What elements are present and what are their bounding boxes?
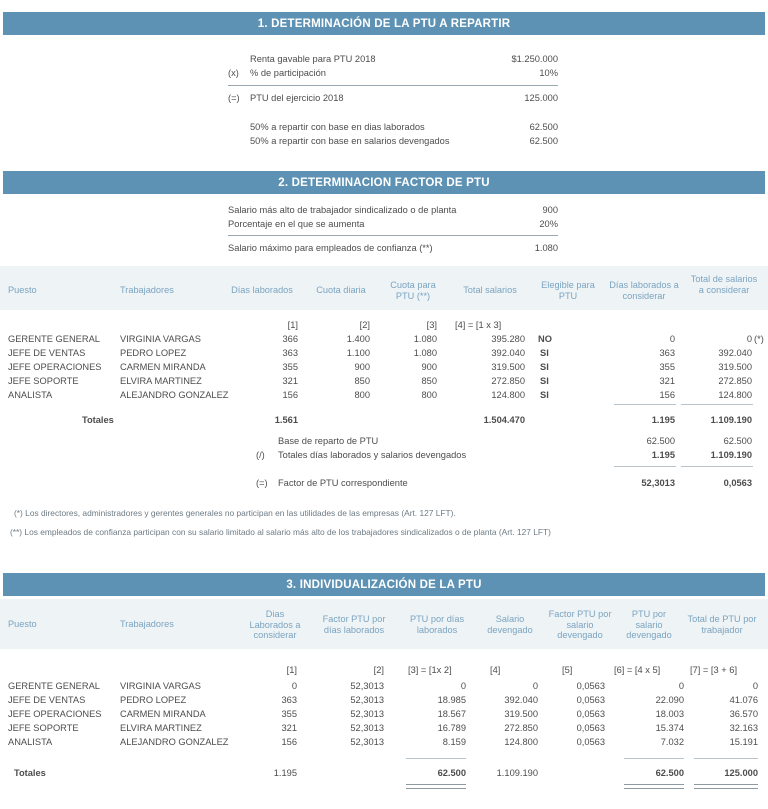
s3-totales-ptu-dias: 62.500: [437, 768, 466, 778]
s3-r1-ptu-salario: 22.090: [655, 695, 684, 705]
s3-double-rule-ptu-dias: [406, 784, 466, 789]
s3-r3-factor-dias: 52,3013: [350, 723, 384, 733]
s3-r4-ptu-dias: 8.159: [442, 737, 466, 747]
s1-divider-1: [228, 85, 558, 86]
s2-factor-label-factor-correspondiente: Factor de PTU correspondiente: [278, 478, 408, 488]
s2-r4-puesto: ANALISTA: [8, 390, 53, 400]
s2-factor-v2-base: 62.500: [723, 436, 752, 446]
s2-factor-v2-resultado: 0,0563: [723, 478, 752, 488]
s3-ref-4: [4]: [490, 665, 501, 675]
s2-r3-cuota-ptu: 850: [421, 376, 437, 386]
s2-totales-total-salarios: 1.504.470: [483, 415, 525, 425]
s3-r4-factor-dias: 52,3013: [350, 737, 384, 747]
s2-r2-dias: 355: [282, 362, 298, 372]
s2-label-salario-maximo: Salario máximo para empleados de confianza (**): [228, 243, 433, 253]
s2-r3-total-salarios: 272.850: [491, 376, 525, 386]
s2-r1-cuota-ptu: 1.080: [413, 348, 437, 358]
s2-col-header-dias-considerar: Días laborados a considerar: [609, 280, 679, 301]
section-3-title-bar: [3, 573, 765, 596]
s2-r4-dias: 156: [282, 390, 298, 400]
s3-r2-total: 36.570: [729, 709, 758, 719]
s3-r2-ptu-salario: 18.003: [655, 709, 684, 719]
s3-r1-trabajador: PEDRO LOPEZ: [120, 695, 187, 705]
s3-ref-5: [5]: [562, 665, 573, 675]
s3-r1-total: 41.076: [729, 695, 758, 705]
s3-ref-6: [6] = [4 x 5]: [614, 665, 661, 675]
s2-r1-cuota-diaria: 1.100: [346, 348, 370, 358]
s2-r3-cuota-diaria: 850: [354, 376, 370, 386]
s2-factor-label-totales-dias: Totales días laborados y salarios devengados: [278, 450, 467, 460]
s3-r2-factor-salario: 0,0563: [576, 709, 605, 719]
s2-r1-salarios-considerar: 392.040: [718, 348, 752, 358]
s2-total-rule-salarios: [681, 404, 753, 405]
section-3-title: 3. INDIVIDUALIZACIÓN DE LA PTU: [286, 578, 482, 591]
s2-col-header-dias-laborados: Días laborados: [231, 285, 293, 295]
s3-r4-factor-salario: 0,0563: [576, 737, 605, 747]
s2-r4-elegible: SI: [540, 390, 549, 400]
s1-value-50-dias: 62.500: [529, 122, 558, 132]
s3-r1-factor-salario: 0,0563: [576, 695, 605, 705]
s2-totales-dias: 1.561: [274, 415, 298, 425]
s1-label-renta-gravable: Renta gavable para PTU 2018: [250, 54, 376, 64]
s3-r0-factor-dias: 52,3013: [350, 681, 384, 691]
s2-label-porcentaje-aumenta: Porcentaje en el que se aumenta: [228, 219, 365, 229]
s2-label-salario-mas-alto: Salario más alto de trabajador sindicalizado o de planta: [228, 205, 457, 215]
s2-r1-elegible: SI: [540, 348, 549, 358]
section-1-title-bar: [3, 12, 765, 35]
s2-r3-trabajador: ELVIRA MARTINEZ: [120, 376, 202, 386]
s2-factor-op-2: (=): [256, 478, 268, 488]
s3-totales-salario: 1.109.190: [496, 768, 538, 778]
s2-ref-3: [3]: [426, 320, 437, 330]
section-2-title: 2. DETERMINACION FACTOR DE PTU: [278, 176, 490, 189]
s3-col-header-dias-considerar: Dias Laborados a considerar: [249, 609, 301, 640]
s3-r4-trabajador: ALEJANDRO GONZALEZ: [120, 737, 229, 747]
s2-totales-dias-considerar: 1.195: [651, 415, 675, 425]
s2-r1-puesto: JEFE DE VENTAS: [8, 348, 86, 358]
s2-value-porcentaje-aumenta: 20%: [539, 219, 558, 229]
s2-r0-trabajador: VIRGINIA VARGAS: [120, 334, 201, 344]
s3-r4-total: 15.191: [729, 737, 758, 747]
s3-r2-trabajador: CARMEN MIRANDA: [120, 709, 206, 719]
s2-r1-total-salarios: 392.040: [491, 348, 525, 358]
s2-totales-salarios-considerar: 1.109.190: [710, 415, 752, 425]
section-2-title-bar: [3, 171, 765, 194]
s3-total-rule-ptu-dias: [406, 758, 466, 759]
s2-factor-op-1: (/): [256, 450, 265, 460]
s3-r3-dias: 321: [281, 723, 297, 733]
s1-label-porcentaje-participacion: % de participación: [250, 68, 326, 78]
s2-r0-cuota-ptu: 1.080: [413, 334, 437, 344]
s2-col-header-total-salarios: Total salarios: [463, 285, 517, 295]
s2-r2-salarios-considerar: 319.500: [718, 362, 752, 372]
s3-totales-label: Totales: [14, 768, 46, 778]
s3-col-header-ptu-dias: PTU por días laborados: [409, 614, 465, 635]
s2-r1-dias-considerar: 363: [659, 348, 675, 358]
s3-total-rule-ptu-salario: [624, 758, 684, 759]
s3-r3-total: 32.163: [729, 723, 758, 733]
s3-col-header-factor-dias: Factor PTU por días laborados: [322, 614, 386, 635]
s3-r0-ptu-salario: 0: [678, 681, 684, 691]
s2-ref-4: [4] = [1 x 3]: [455, 320, 502, 330]
s2-r4-cuota-diaria: 800: [354, 390, 370, 400]
s2-ref-1: [1]: [287, 320, 298, 330]
s1-label-50-dias: 50% a repartir con base en dias laborados: [250, 122, 425, 132]
s3-r1-puesto: JEFE DE VENTAS: [8, 695, 86, 705]
s3-double-rule-total: [694, 784, 758, 789]
s2-r4-dias-considerar: 156: [659, 390, 675, 400]
s3-r4-dias: 156: [281, 737, 297, 747]
s2-col-header-cuota-ptu: Cuota para PTU (**): [390, 280, 436, 301]
s1-label-50-salarios: 50% a repartir con base en salarios devengados: [250, 136, 450, 146]
s3-total-rule-total: [694, 758, 758, 759]
s2-col-header-trabajadores: Trabajadores: [120, 285, 174, 295]
s2-value-salario-maximo: 1.080: [534, 243, 558, 253]
s3-ref-3: [3] = [1x 2]: [408, 665, 452, 675]
s2-r2-elegible: SI: [540, 362, 549, 372]
s1-value-renta-gravable: $1.250.000: [511, 54, 558, 64]
section-1-title: 1. DETERMINACIÓN DE LA PTU A REPARTIR: [257, 17, 511, 30]
s1-op-1: (x): [228, 68, 239, 78]
s3-ref-2: [2]: [373, 665, 384, 675]
s2-factor-v2-totales: 1.109.190: [710, 450, 752, 460]
s2-r2-total-salarios: 319.500: [491, 362, 525, 372]
s3-ref-7: [7] = [3 + 6]: [690, 665, 738, 675]
s3-r0-salario: 0: [532, 681, 538, 691]
s2-r0-cuota-diaria: 1.400: [346, 334, 370, 344]
s1-value-porcentaje-participacion: 10%: [539, 68, 558, 78]
s3-r3-factor-salario: 0,0563: [576, 723, 605, 733]
s1-value-ptu-ejercicio: 125.000: [524, 93, 558, 103]
s2-factor-label-base-reparto: Base de reparto de PTU: [278, 436, 379, 446]
s2-r2-dias-considerar: 355: [659, 362, 675, 372]
s2-r4-total-salarios: 124.800: [491, 390, 525, 400]
s3-r0-trabajador: VIRGINIA VARGAS: [120, 681, 201, 691]
s2-totales-label: Totales: [82, 415, 114, 425]
s3-totales-ptu-salario: 62.500: [655, 768, 684, 778]
s2-r0-elegible: NO: [538, 334, 552, 344]
s2-r2-cuota-ptu: 900: [421, 362, 437, 372]
s2-r4-salarios-considerar: 124.800: [718, 390, 752, 400]
s2-r4-cuota-ptu: 800: [421, 390, 437, 400]
s3-r3-salario: 272.850: [504, 723, 538, 733]
s3-col-header-total-ptu: Total de PTU por trabajador: [687, 614, 757, 635]
s2-r3-salarios-considerar: 272.850: [718, 376, 752, 386]
s2-r3-elegible: SI: [540, 376, 549, 386]
s2-r4-trabajador: ALEJANDRO GONZALEZ: [120, 390, 229, 400]
s2-r3-puesto: JEFE SOPORTE: [8, 376, 79, 386]
s2-r0-dias: 366: [282, 334, 298, 344]
s2-value-salario-mas-alto: 900: [542, 205, 558, 215]
s3-r0-puesto: GERENTE GENERAL: [8, 681, 100, 691]
s2-r3-dias: 321: [282, 376, 298, 386]
s2-r3-dias-considerar: 321: [659, 376, 675, 386]
s2-col-header-cuota-diaria: Cuota diaria: [316, 285, 366, 295]
s3-r2-dias: 355: [281, 709, 297, 719]
s2-col-header-elegible-ptu: Elegible para PTU: [541, 280, 595, 301]
s2-ref-2: [2]: [359, 320, 370, 330]
s2-r0-total-salarios: 395.280: [491, 334, 525, 344]
s3-col-header-ptu-salario: PTU por salario devengado: [626, 609, 672, 640]
s3-r2-salario: 319.500: [504, 709, 538, 719]
s3-col-header-puesto: Puesto: [8, 619, 37, 629]
s3-col-header-salario-devengado: Salario devengado: [487, 614, 533, 635]
s2-total-rule-dias: [614, 404, 676, 405]
s3-r2-puesto: JEFE OPERACIONES: [8, 709, 102, 719]
s3-r4-puesto: ANALISTA: [8, 737, 53, 747]
s2-r0-puesto: GERENTE GENERAL: [8, 334, 100, 344]
s3-r0-factor-salario: 0,0563: [576, 681, 605, 691]
s3-r1-ptu-dias: 18.985: [437, 695, 466, 705]
s3-r3-ptu-salario: 15.374: [655, 723, 684, 733]
s2-footnote-1: (*) Los directores, administradores y gerentes generales no participan en las utilidades de las empresas (Art. 127 LFT).: [14, 508, 456, 518]
s2-factor-rule-1: [614, 466, 676, 467]
s1-value-50-salarios: 62.500: [529, 136, 558, 146]
s3-r1-factor-dias: 52,3013: [350, 695, 384, 705]
s3-totales-total: 125.000: [724, 768, 758, 778]
s2-r1-trabajador: PEDRO LOPEZ: [120, 348, 187, 358]
s2-factor-v1-resultado: 52,3013: [641, 478, 675, 488]
s3-r1-dias: 363: [281, 695, 297, 705]
s3-r0-ptu-dias: 0: [460, 681, 466, 691]
s3-col-header-factor-salario: Factor PTU por salario devengado: [548, 609, 612, 640]
s2-divider-1: [228, 235, 558, 236]
s2-factor-v1-totales: 1.195: [651, 450, 675, 460]
s2-r0-nota: (*): [754, 334, 764, 344]
s3-col-header-trabajadores: Trabajadores: [120, 619, 174, 629]
s3-r4-ptu-salario: 7.032: [660, 737, 684, 747]
s2-r0-salarios-considerar: 0: [746, 334, 752, 344]
s3-r3-trabajador: ELVIRA MARTINEZ: [120, 723, 202, 733]
s2-r2-cuota-diaria: 900: [354, 362, 370, 372]
s3-r0-dias: 0: [291, 681, 297, 691]
s2-factor-rule-2: [681, 466, 753, 467]
s3-r2-factor-dias: 52,3013: [350, 709, 384, 719]
s3-r3-ptu-dias: 16.789: [437, 723, 466, 733]
s3-double-rule-ptu-salario: [624, 784, 684, 789]
s3-r0-total: 0: [752, 681, 758, 691]
s1-label-ptu-ejercicio: PTU del ejercicio 2018: [250, 93, 344, 103]
s3-ref-1: [1]: [286, 665, 297, 675]
s2-factor-v1-base: 62.500: [646, 436, 675, 446]
s2-r2-trabajador: CARMEN MIRANDA: [120, 362, 206, 372]
s3-r3-puesto: JEFE SOPORTE: [8, 723, 79, 733]
s2-r2-puesto: JEFE OPERACIONES: [8, 362, 102, 372]
s2-col-header-salarios-considerar: Total de salarios a considerar: [690, 274, 758, 295]
s1-op-2: (=): [228, 93, 240, 103]
s2-r0-dias-considerar: 0: [669, 334, 675, 344]
s3-totales-dias: 1.195: [273, 768, 297, 778]
s2-r1-dias: 363: [282, 348, 298, 358]
s3-r2-ptu-dias: 18.567: [437, 709, 466, 719]
s2-footnote-2: (**) Los empleados de confianza participan con su salario limitado al salario más alto de los trabajadores sindicalizados o de planta (Art. 127 LFT): [10, 527, 551, 537]
s3-r4-salario: 124.800: [504, 737, 538, 747]
s2-col-header-puesto: Puesto: [8, 285, 37, 295]
s3-r1-salario: 392.040: [504, 695, 538, 705]
